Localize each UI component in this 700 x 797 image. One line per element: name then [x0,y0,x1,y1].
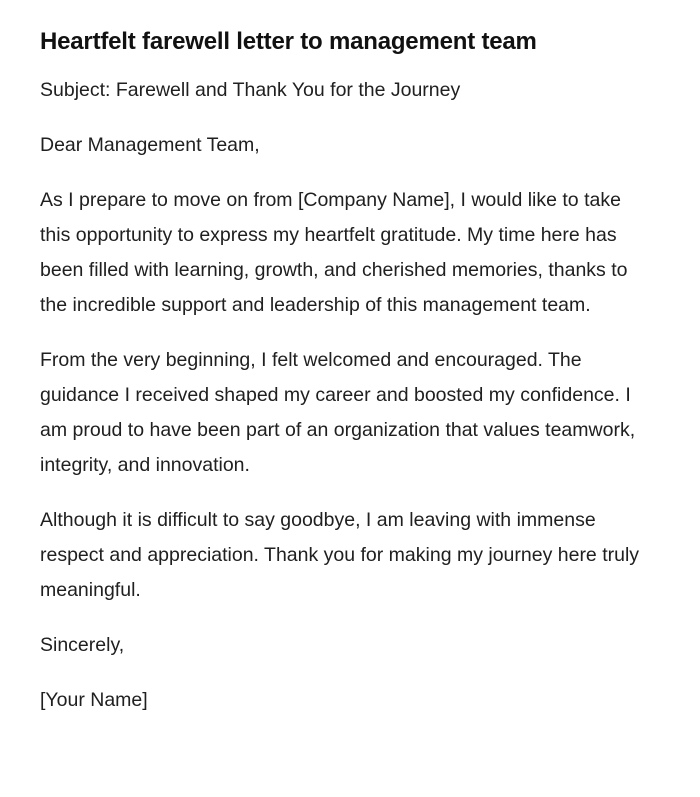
letter-subject: Subject: Farewell and Thank You for the Journey [40,79,461,101]
letter-paragraph-2: From the very beginning, I felt welcomed and encouraged. The guidance I received shaped my career and boosted my confidence. I am proud to have been part of an organization that values teamwork, integrity, and innovation. [40,349,636,476]
document-title: Heartfelt farewell letter to management team [40,28,537,55]
letter-paragraph-1: As I prepare to move on from [Company Name], I would like to take this opportunity to express my heartfelt gratitude. My time here has been filled with learning, growth, and cherished memories, thanks to the incredible support and leadership of this management team. [40,189,628,316]
letter-closing: Sincerely, [40,634,125,656]
letter-salutation: Dear Management Team, [40,134,260,156]
letter-paragraph-3: Although it is difficult to say goodbye, I am leaving with immense respect and appreciation. Thank you for making my journey here truly meaningful. [40,509,640,601]
letter-signature: [Your Name] [40,689,148,711]
